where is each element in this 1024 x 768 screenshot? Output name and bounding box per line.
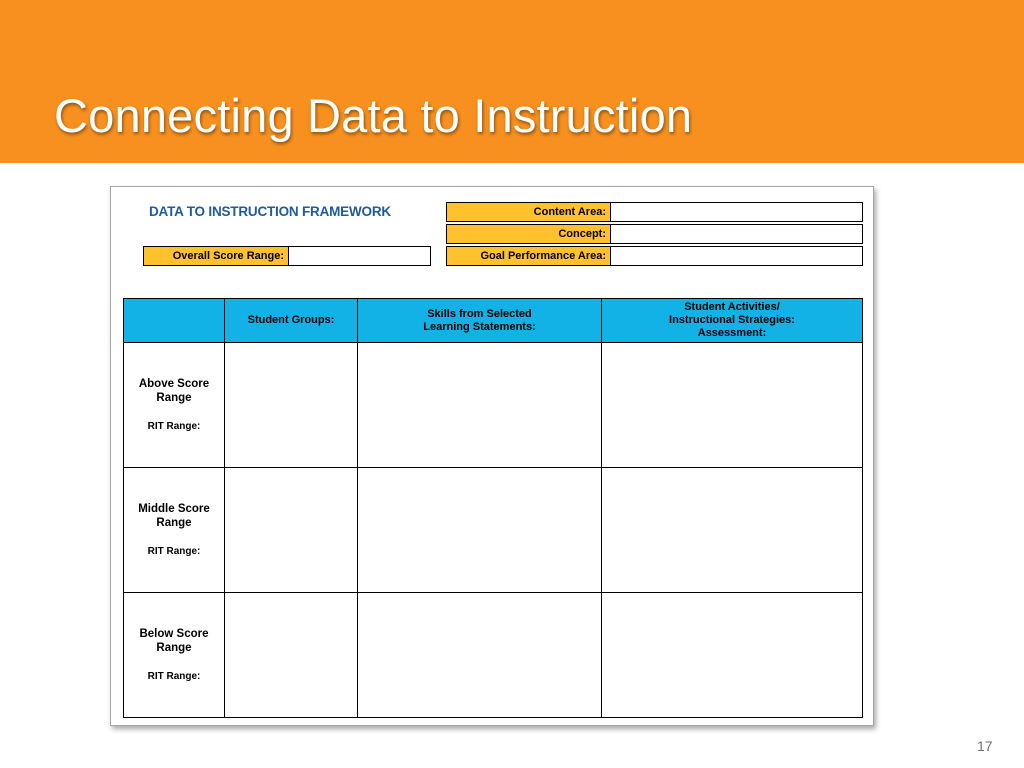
header-activities-line2: Instructional Strategies: xyxy=(669,314,795,326)
row-name-line1: Below Score xyxy=(139,628,209,640)
header-student-groups-label: Student Groups: xyxy=(247,314,335,326)
cell-student-groups[interactable] xyxy=(225,343,358,468)
row-name-line1: Above Score xyxy=(138,378,210,390)
concept-input[interactable] xyxy=(611,225,862,243)
content-area-field xyxy=(446,202,863,222)
content-area-label: Content Area: xyxy=(447,203,611,221)
cell-student-groups[interactable] xyxy=(225,468,358,593)
header-activities-line1: Student Activities/ xyxy=(684,301,780,313)
row-name-line2: Range xyxy=(156,392,192,404)
goal-performance-area-input[interactable] xyxy=(611,247,862,265)
framework-table xyxy=(123,298,863,718)
content-area-input[interactable] xyxy=(611,203,862,221)
goal-performance-area-field xyxy=(446,246,863,266)
goal-performance-area-label: Goal Performance Area: xyxy=(447,247,611,265)
header-blank-cell xyxy=(124,299,225,343)
row-name-line2: Range xyxy=(156,517,192,529)
concept-field xyxy=(446,224,863,244)
header-activities-line3: Assessment: xyxy=(697,327,767,339)
row-label-middle xyxy=(124,468,225,593)
header-skills xyxy=(358,299,602,343)
framework-worksheet xyxy=(110,186,874,726)
cell-activities[interactable] xyxy=(602,593,863,718)
header-row xyxy=(124,299,863,343)
rit-range-label: RIT Range: xyxy=(147,421,201,432)
header-skills-line1: Skills from Selected xyxy=(427,307,532,320)
table-row-below xyxy=(124,593,863,718)
cell-skills[interactable] xyxy=(358,468,602,593)
overall-score-range-label: Overall Score Range: xyxy=(144,247,289,265)
table-row-middle xyxy=(124,468,863,593)
rit-range-label: RIT Range: xyxy=(147,671,201,682)
cell-skills[interactable] xyxy=(358,343,602,468)
overall-score-range-field xyxy=(143,246,431,266)
row-name-line1: Middle Score xyxy=(138,503,210,515)
cell-activities[interactable] xyxy=(602,468,863,593)
row-label-below xyxy=(124,593,225,718)
cell-activities[interactable] xyxy=(602,343,863,468)
overall-score-range-input[interactable] xyxy=(289,247,430,265)
header-skills-line2: Learning Statements: xyxy=(423,320,536,333)
rit-range-label: RIT Range: xyxy=(147,546,201,557)
concept-label: Concept: xyxy=(447,225,611,243)
row-name-line2: Range xyxy=(156,642,192,654)
header-student-groups xyxy=(225,299,358,343)
slide-title: Connecting Data to Instruction xyxy=(54,89,693,142)
page-number: 17 xyxy=(977,738,993,754)
row-label-above xyxy=(124,343,225,468)
table-row-above xyxy=(124,343,863,468)
framework-title: DATA TO INSTRUCTION FRAMEWORK xyxy=(149,204,391,219)
header-activities xyxy=(602,299,863,343)
cell-student-groups[interactable] xyxy=(225,593,358,718)
cell-skills[interactable] xyxy=(358,593,602,718)
